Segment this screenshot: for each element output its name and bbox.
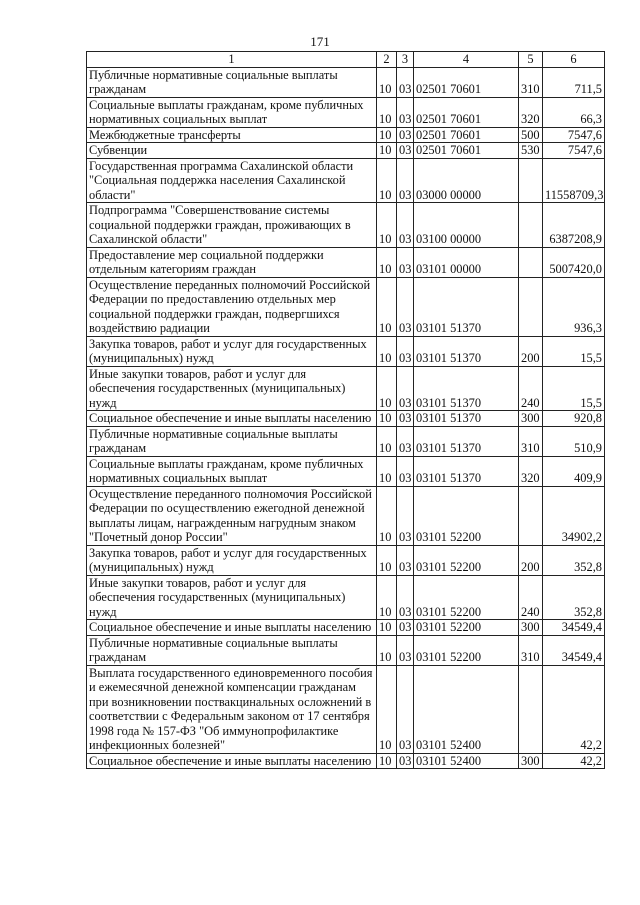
section-cell: 10: [377, 247, 397, 277]
subsection-cell: 03: [397, 545, 414, 575]
table-row: [87, 456, 605, 486]
target-article-cell: 02501 70601: [414, 67, 519, 97]
budget-table: [86, 51, 605, 769]
section-cell: 10: [377, 127, 397, 143]
section-cell: 10: [377, 620, 397, 636]
table-row: [87, 203, 605, 248]
table-row: [87, 545, 605, 575]
subsection-cell: 03: [397, 665, 414, 753]
target-article-cell: 03101 52400: [414, 665, 519, 753]
table-row: [87, 366, 605, 411]
expense-type-cell: 200: [519, 545, 543, 575]
expense-type-cell: 300: [519, 411, 543, 427]
table-row: [87, 620, 605, 636]
section-cell: 10: [377, 203, 397, 248]
item-name-cell: Предоставление мер социальной поддержки отдельным категориям граждан: [87, 247, 377, 277]
expense-type-cell: 240: [519, 575, 543, 620]
item-name-cell: Осуществление переданных полномочий Российской Федерации по предоставлению отдельных мер социальной поддержки граждан, подвергшихся воздействию радиации: [87, 277, 377, 336]
item-name-cell: Выплата государственного единовременного пособия и ежемесячной денежной компенсации гражданам при возникновении поствакцинальных осложнений в соответствии с Федеральным законом от 17 сентября 1998 года № 157-ФЗ "Об иммунопрофилактике инфекционных болезней": [87, 665, 377, 753]
amount-cell: 42,2: [543, 753, 605, 769]
target-article-cell: 03100 00000: [414, 203, 519, 248]
item-name-cell: Закупка товаров, работ и услуг для государственных (муниципальных) нужд: [87, 545, 377, 575]
header-cell-6: 6: [543, 52, 605, 68]
subsection-cell: 03: [397, 411, 414, 427]
section-cell: 10: [377, 753, 397, 769]
subsection-cell: 03: [397, 67, 414, 97]
item-name-cell: Государственная программа Сахалинской области "Социальная поддержка населения Сахалинской области": [87, 158, 377, 203]
target-article-cell: 03101 52400: [414, 753, 519, 769]
table-header-row: [87, 52, 605, 68]
section-cell: 10: [377, 277, 397, 336]
item-name-cell: Социальные выплаты гражданам, кроме публичных нормативных социальных выплат: [87, 456, 377, 486]
target-article-cell: 03101 51370: [414, 277, 519, 336]
expense-type-cell: 320: [519, 97, 543, 127]
section-cell: 10: [377, 158, 397, 203]
section-cell: 10: [377, 336, 397, 366]
section-cell: 10: [377, 143, 397, 159]
subsection-cell: 03: [397, 158, 414, 203]
expense-type-cell: 310: [519, 426, 543, 456]
subsection-cell: 03: [397, 426, 414, 456]
expense-type-cell: 500: [519, 127, 543, 143]
item-name-cell: Осуществление переданного полномочия Российской Федерации по осуществлению ежегодной денежной выплаты лицам, награжденным нагрудным знаком "Почетный донор России": [87, 486, 377, 545]
amount-cell: 34902,2: [543, 486, 605, 545]
table-row: [87, 486, 605, 545]
target-article-cell: 03101 52200: [414, 545, 519, 575]
section-cell: 10: [377, 67, 397, 97]
table-row: [87, 426, 605, 456]
expense-type-cell: 240: [519, 366, 543, 411]
target-article-cell: 02501 70601: [414, 143, 519, 159]
table-row: [87, 97, 605, 127]
table-row: [87, 575, 605, 620]
target-article-cell: 02501 70601: [414, 127, 519, 143]
table-row: [87, 127, 605, 143]
section-cell: 10: [377, 411, 397, 427]
expense-type-cell: 200: [519, 336, 543, 366]
expense-type-cell: [519, 277, 543, 336]
expense-type-cell: 320: [519, 456, 543, 486]
expense-type-cell: 310: [519, 67, 543, 97]
expense-type-cell: 310: [519, 635, 543, 665]
target-article-cell: 03101 00000: [414, 247, 519, 277]
target-article-cell: 03000 00000: [414, 158, 519, 203]
header-cell-2: 2: [377, 52, 397, 68]
item-name-cell: Иные закупки товаров, работ и услуг для обеспечения государственных (муниципальных) нужд: [87, 575, 377, 620]
section-cell: 10: [377, 486, 397, 545]
target-article-cell: 03101 52200: [414, 620, 519, 636]
table-row: [87, 635, 605, 665]
amount-cell: 5007420,0: [543, 247, 605, 277]
header-cell-4: 4: [414, 52, 519, 68]
target-article-cell: 03101 52200: [414, 635, 519, 665]
amount-cell: 6387208,9: [543, 203, 605, 248]
table-row: [87, 158, 605, 203]
subsection-cell: 03: [397, 620, 414, 636]
section-cell: 10: [377, 97, 397, 127]
expense-type-cell: [519, 158, 543, 203]
expense-type-cell: [519, 665, 543, 753]
subsection-cell: 03: [397, 143, 414, 159]
item-name-cell: Иные закупки товаров, работ и услуг для обеспечения государственных (муниципальных) нужд: [87, 366, 377, 411]
amount-cell: 11558709,3: [543, 158, 605, 203]
item-name-cell: Закупка товаров, работ и услуг для государственных (муниципальных) нужд: [87, 336, 377, 366]
amount-cell: 34549,4: [543, 635, 605, 665]
target-article-cell: 03101 51370: [414, 336, 519, 366]
subsection-cell: 03: [397, 456, 414, 486]
target-article-cell: 03101 51370: [414, 366, 519, 411]
table-row: [87, 665, 605, 753]
table-row: [87, 753, 605, 769]
section-cell: 10: [377, 366, 397, 411]
subsection-cell: 03: [397, 277, 414, 336]
amount-cell: 920,8: [543, 411, 605, 427]
section-cell: 10: [377, 665, 397, 753]
expense-type-cell: 530: [519, 143, 543, 159]
expense-type-cell: [519, 247, 543, 277]
target-article-cell: 03101 51370: [414, 426, 519, 456]
budget-table-body: [87, 52, 605, 769]
subsection-cell: 03: [397, 366, 414, 411]
amount-cell: 7547,6: [543, 127, 605, 143]
item-name-cell: Межбюджетные трансферты: [87, 127, 377, 143]
target-article-cell: 02501 70601: [414, 97, 519, 127]
target-article-cell: 03101 52200: [414, 575, 519, 620]
section-cell: 10: [377, 426, 397, 456]
page-number: 171: [310, 34, 330, 49]
amount-cell: 34549,4: [543, 620, 605, 636]
amount-cell: 42,2: [543, 665, 605, 753]
target-article-cell: 03101 52200: [414, 486, 519, 545]
header-cell-1: 1: [87, 52, 377, 68]
amount-cell: 7547,6: [543, 143, 605, 159]
item-name-cell: Социальное обеспечение и иные выплаты населению: [87, 753, 377, 769]
target-article-cell: 03101 51370: [414, 456, 519, 486]
amount-cell: 352,8: [543, 545, 605, 575]
item-name-cell: Подпрограмма "Совершенствование системы социальной поддержки граждан, проживающих в Сахалинской области": [87, 203, 377, 248]
header-cell-5: 5: [519, 52, 543, 68]
item-name-cell: Социальные выплаты гражданам, кроме публичных нормативных социальных выплат: [87, 97, 377, 127]
table-row: [87, 67, 605, 97]
amount-cell: 66,3: [543, 97, 605, 127]
amount-cell: 409,9: [543, 456, 605, 486]
table-row: [87, 411, 605, 427]
section-cell: 10: [377, 456, 397, 486]
item-name-cell: Субвенции: [87, 143, 377, 159]
subsection-cell: 03: [397, 486, 414, 545]
item-name-cell: Публичные нормативные социальные выплаты гражданам: [87, 426, 377, 456]
amount-cell: 510,9: [543, 426, 605, 456]
subsection-cell: 03: [397, 203, 414, 248]
subsection-cell: 03: [397, 575, 414, 620]
subsection-cell: 03: [397, 635, 414, 665]
expense-type-cell: 300: [519, 620, 543, 636]
subsection-cell: 03: [397, 127, 414, 143]
target-article-cell: 03101 51370: [414, 411, 519, 427]
item-name-cell: Социальное обеспечение и иные выплаты населению: [87, 620, 377, 636]
header-cell-3: 3: [397, 52, 414, 68]
table-row: [87, 247, 605, 277]
amount-cell: 711,5: [543, 67, 605, 97]
amount-cell: 15,5: [543, 336, 605, 366]
amount-cell: 936,3: [543, 277, 605, 336]
section-cell: 10: [377, 545, 397, 575]
item-name-cell: Публичные нормативные социальные выплаты гражданам: [87, 635, 377, 665]
table-row: [87, 143, 605, 159]
subsection-cell: 03: [397, 247, 414, 277]
item-name-cell: Публичные нормативные социальные выплаты гражданам: [87, 67, 377, 97]
expense-type-cell: [519, 203, 543, 248]
amount-cell: 352,8: [543, 575, 605, 620]
expense-type-cell: [519, 486, 543, 545]
subsection-cell: 03: [397, 97, 414, 127]
subsection-cell: 03: [397, 336, 414, 366]
subsection-cell: 03: [397, 753, 414, 769]
table-row: [87, 336, 605, 366]
section-cell: 10: [377, 635, 397, 665]
item-name-cell: Социальное обеспечение и иные выплаты населению: [87, 411, 377, 427]
section-cell: 10: [377, 575, 397, 620]
table-row: [87, 277, 605, 336]
amount-cell: 15,5: [543, 366, 605, 411]
expense-type-cell: 300: [519, 753, 543, 769]
